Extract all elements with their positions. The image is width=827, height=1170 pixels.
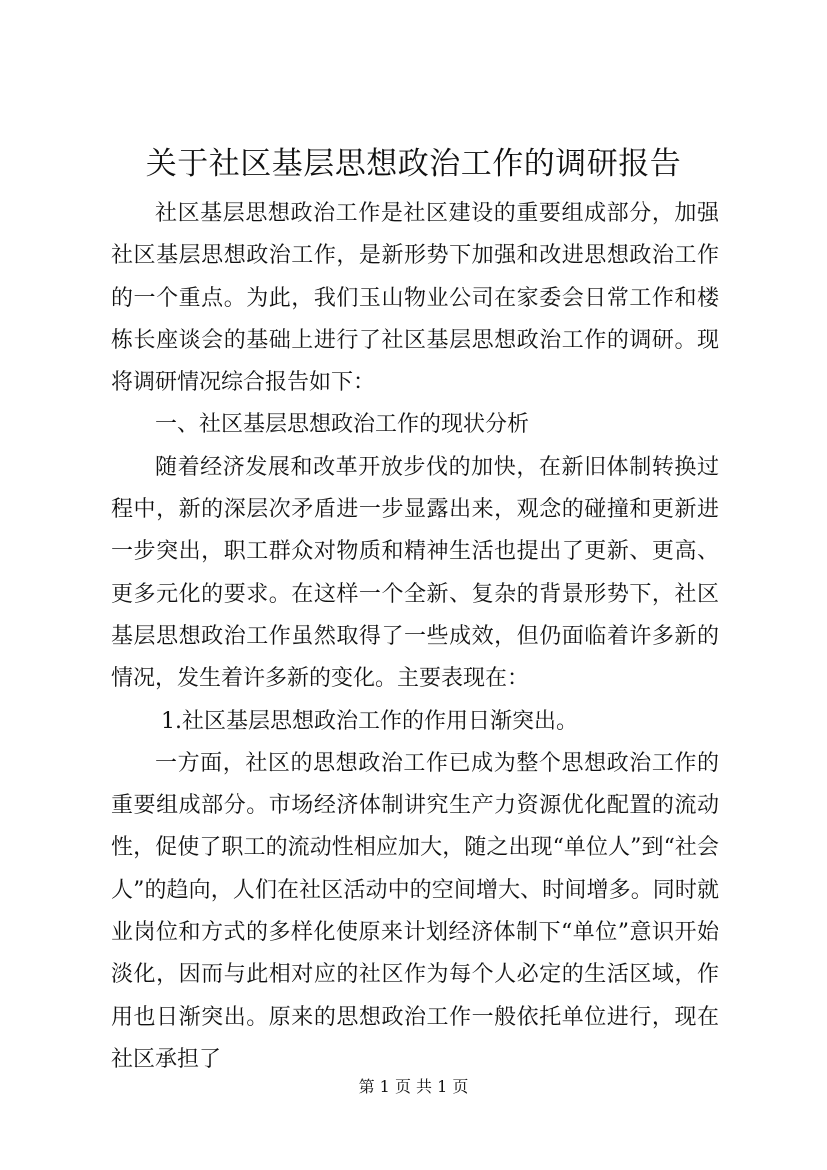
subsection-heading: 1.社区基层思想政治工作的作用日渐突出。 — [161, 708, 578, 734]
document-title: 关于社区基层思想政治工作的调研报告 — [145, 146, 682, 182]
document-body — [111, 193, 719, 1081]
body-paragraph: 随着经济发展和改革开放步伐的加快，在新旧体制转换过程中，新的深层次矛盾进一步显露出来，观念的碰撞和更新进一步突出，职工群众对物质和精神生活也提出了更新、更高、更多元化的要求。在这样一个全新、复杂的背景形势下，社区基层思想政治工作虽然取得了一些成效，但仍面临着许多新的情况，发生着许多新的变化。主要表现在： — [111, 454, 719, 692]
intro-paragraph: 社区基层思想政治工作是社区建设的重要组成部分，加强社区基层思想政治工作，是新形势下加强和改进思想政治工作的一个重点。为此，我们玉山物业公司在家委会日常工作和楼栋长座谈会的基础上进行了社区基层思想政治工作的调研。现将调研情况综合报告如下： — [111, 201, 719, 396]
section-heading: 一、社区基层思想政治工作的现状分析 — [155, 412, 530, 438]
page-footer: 第 1 页 共 1 页 — [358, 1077, 469, 1096]
body-paragraph: 一方面，社区的思想政治工作已成为整个思想政治工作的重要组成部分。市场经济体制讲究生产力资源优化配置的流动性，促使了职工的流动性相应加大，随之出现“单位人”到“社会人”的趋向，人们在社区活动中的空间增大、时间增多。同时就业岗位和方式的多样化使原来计划经济体制下“单位”意识开始淡化，因而与此相对应的社区作为每个人必定的生活区域，作用也日渐突出。原来的思想政治工作一般依托单位进行，现在社区承担了 — [111, 750, 719, 1072]
